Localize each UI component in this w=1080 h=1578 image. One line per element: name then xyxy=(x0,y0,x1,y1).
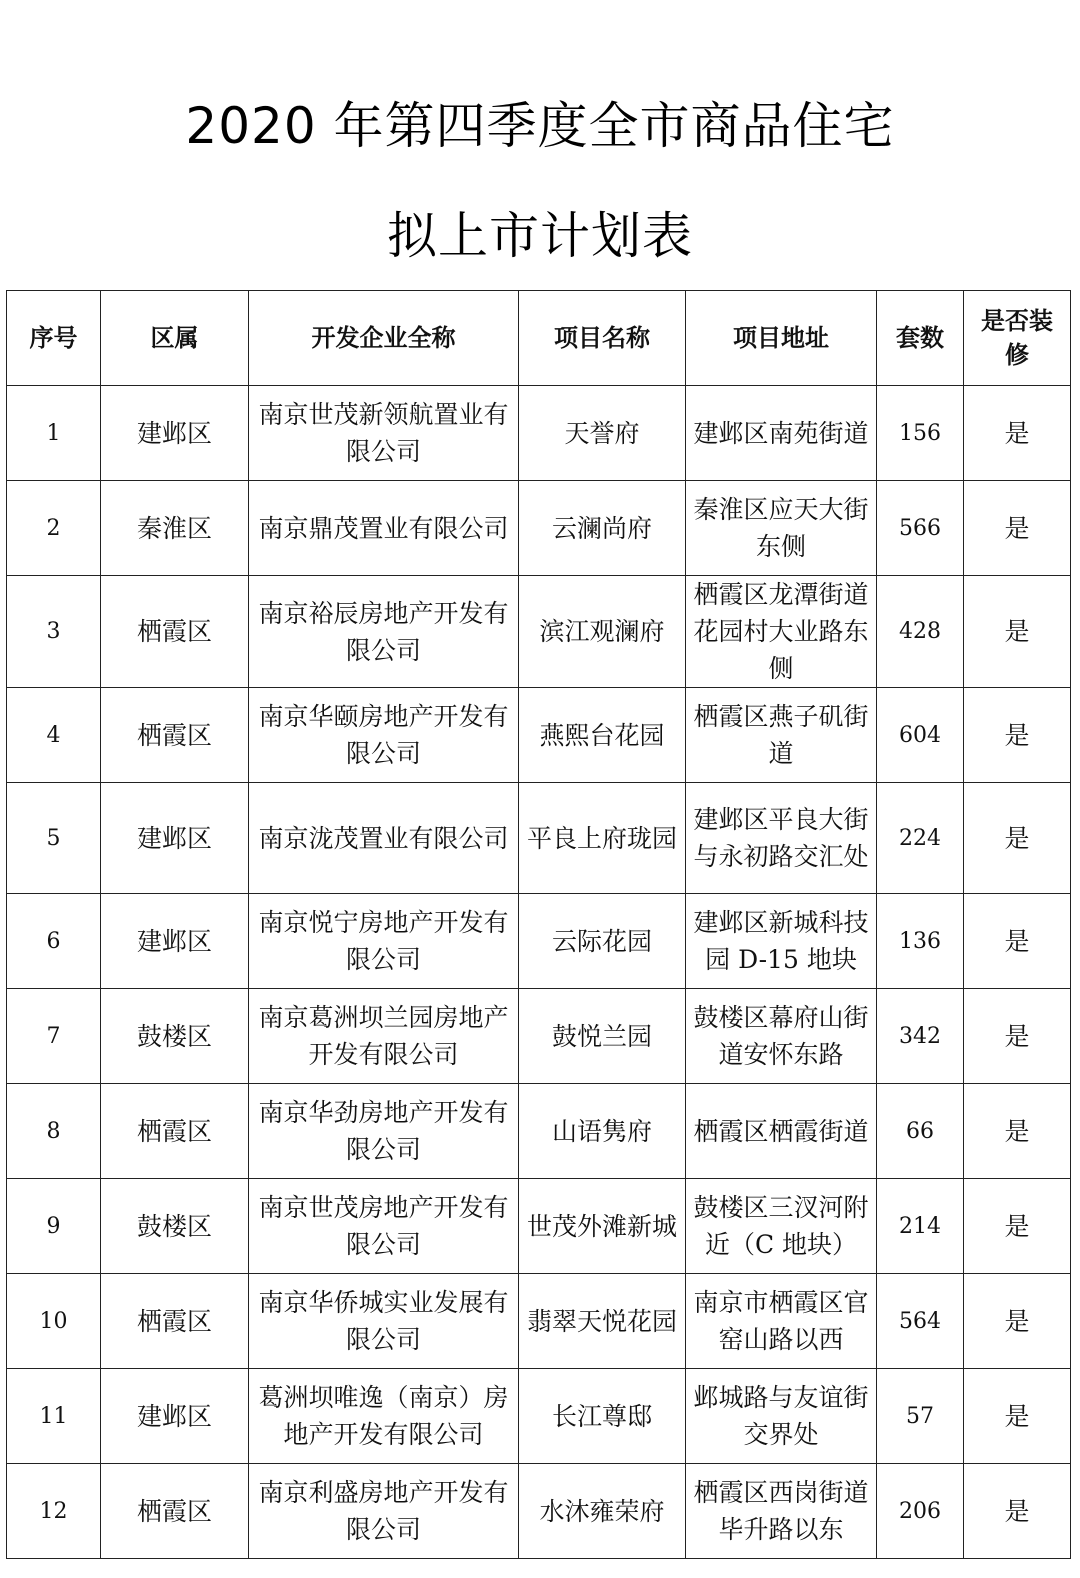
cell-project: 燕熙台花园 xyxy=(519,688,686,783)
cell-project: 翡翠天悦花园 xyxy=(519,1274,686,1369)
cell-district: 秦淮区 xyxy=(101,481,249,576)
cell-decorated: 是 xyxy=(964,481,1071,576)
table-row xyxy=(7,783,1071,894)
cell-district: 建邺区 xyxy=(101,783,249,894)
table-row xyxy=(7,989,1071,1084)
table-row xyxy=(7,386,1071,481)
cell-developer: 南京世茂新领航置业有限公司 xyxy=(249,386,519,481)
cell-project: 鼓悦兰园 xyxy=(519,989,686,1084)
cell-seq: 3 xyxy=(7,576,101,688)
cell-units: 604 xyxy=(877,688,964,783)
page-title: 2020 年第四季度全市商品住宅 xyxy=(185,97,895,155)
table-row xyxy=(7,576,1071,688)
header-project: 项目名称 xyxy=(519,291,686,386)
cell-developer: 南京泷茂置业有限公司 xyxy=(249,783,519,894)
table-row xyxy=(7,688,1071,783)
cell-address: 南京市栖霞区官窑山路以西 xyxy=(686,1274,877,1369)
cell-project: 云澜尚府 xyxy=(519,481,686,576)
cell-address: 栖霞区西岗街道毕升路以东 xyxy=(686,1464,877,1559)
cell-developer: 南京鼎茂置业有限公司 xyxy=(249,481,519,576)
cell-seq: 10 xyxy=(7,1274,101,1369)
cell-units: 224 xyxy=(877,783,964,894)
cell-district: 栖霞区 xyxy=(101,1084,249,1179)
cell-units: 566 xyxy=(877,481,964,576)
cell-district: 栖霞区 xyxy=(101,576,249,688)
header-units: 套数 xyxy=(877,291,964,386)
cell-seq: 7 xyxy=(7,989,101,1084)
cell-decorated: 是 xyxy=(964,989,1071,1084)
cell-decorated: 是 xyxy=(964,1084,1071,1179)
cell-units: 66 xyxy=(877,1084,964,1179)
cell-address: 秦淮区应天大街东侧 xyxy=(686,481,877,576)
cell-address: 栖霞区栖霞街道 xyxy=(686,1084,877,1179)
cell-district: 鼓楼区 xyxy=(101,1179,249,1274)
page-subtitle: 拟上市计划表 xyxy=(387,207,693,265)
cell-developer: 南京华劲房地产开发有限公司 xyxy=(249,1084,519,1179)
cell-address: 鼓楼区幕府山街道安怀东路 xyxy=(686,989,877,1084)
header-seq: 序号 xyxy=(7,291,101,386)
cell-units: 57 xyxy=(877,1369,964,1464)
cell-units: 214 xyxy=(877,1179,964,1274)
cell-seq: 1 xyxy=(7,386,101,481)
cell-decorated: 是 xyxy=(964,1464,1071,1559)
cell-developer: 南京华颐房地产开发有限公司 xyxy=(249,688,519,783)
cell-units: 428 xyxy=(877,576,964,688)
cell-seq: 2 xyxy=(7,481,101,576)
cell-developer: 南京葛洲坝兰园房地产开发有限公司 xyxy=(249,989,519,1084)
cell-units: 206 xyxy=(877,1464,964,1559)
header-address: 项目地址 xyxy=(686,291,877,386)
cell-project: 天誉府 xyxy=(519,386,686,481)
cell-seq: 8 xyxy=(7,1084,101,1179)
cell-seq: 9 xyxy=(7,1179,101,1274)
cell-project: 云际花园 xyxy=(519,894,686,989)
cell-seq: 4 xyxy=(7,688,101,783)
cell-developer: 南京华侨城实业发展有限公司 xyxy=(249,1274,519,1369)
header-decorated: 是否装修 xyxy=(964,291,1071,386)
cell-decorated: 是 xyxy=(964,386,1071,481)
cell-decorated: 是 xyxy=(964,783,1071,894)
cell-seq: 11 xyxy=(7,1369,101,1464)
cell-developer: 南京利盛房地产开发有限公司 xyxy=(249,1464,519,1559)
cell-project: 平良上府珑园 xyxy=(519,783,686,894)
table-row xyxy=(7,1274,1071,1369)
cell-district: 鼓楼区 xyxy=(101,989,249,1084)
table-row xyxy=(7,894,1071,989)
cell-decorated: 是 xyxy=(964,894,1071,989)
cell-address: 建邺区新城科技园 D-15 地块 xyxy=(686,894,877,989)
cell-project: 滨江观澜府 xyxy=(519,576,686,688)
cell-units: 564 xyxy=(877,1274,964,1369)
header-developer: 开发企业全称 xyxy=(249,291,519,386)
table-row xyxy=(7,1369,1071,1464)
cell-address: 鼓楼区三汊河附近（C 地块） xyxy=(686,1179,877,1274)
cell-decorated: 是 xyxy=(964,1179,1071,1274)
cell-district: 栖霞区 xyxy=(101,1464,249,1559)
table-row xyxy=(7,1179,1071,1274)
cell-decorated: 是 xyxy=(964,576,1071,688)
cell-district: 栖霞区 xyxy=(101,688,249,783)
cell-district: 栖霞区 xyxy=(101,1274,249,1369)
cell-project: 长江尊邸 xyxy=(519,1369,686,1464)
table-row xyxy=(7,481,1071,576)
cell-seq: 6 xyxy=(7,894,101,989)
table-header-row xyxy=(7,291,1071,386)
cell-decorated: 是 xyxy=(964,1369,1071,1464)
cell-address: 建邺区南苑街道 xyxy=(686,386,877,481)
cell-project: 山语隽府 xyxy=(519,1084,686,1179)
cell-units: 156 xyxy=(877,386,964,481)
cell-seq: 5 xyxy=(7,783,101,894)
cell-developer: 南京裕辰房地产开发有限公司 xyxy=(249,576,519,688)
cell-decorated: 是 xyxy=(964,688,1071,783)
cell-developer: 葛洲坝唯逸（南京）房地产开发有限公司 xyxy=(249,1369,519,1464)
cell-address: 建邺区平良大街与永初路交汇处 xyxy=(686,783,877,894)
table-row xyxy=(7,1464,1071,1559)
cell-developer: 南京悦宁房地产开发有限公司 xyxy=(249,894,519,989)
table-row xyxy=(7,1084,1071,1179)
cell-district: 建邺区 xyxy=(101,386,249,481)
cell-units: 342 xyxy=(877,989,964,1084)
cell-seq: 12 xyxy=(7,1464,101,1559)
cell-project: 水沐雍荣府 xyxy=(519,1464,686,1559)
header-district: 区属 xyxy=(101,291,249,386)
cell-project: 世茂外滩新城 xyxy=(519,1179,686,1274)
cell-address: 栖霞区龙潭街道花园村大业路东侧 xyxy=(686,576,877,688)
cell-decorated: 是 xyxy=(964,1274,1071,1369)
cell-district: 建邺区 xyxy=(101,1369,249,1464)
cell-address: 栖霞区燕子矶街道 xyxy=(686,688,877,783)
cell-address: 邺城路与友谊街交界处 xyxy=(686,1369,877,1464)
cell-developer: 南京世茂房地产开发有限公司 xyxy=(249,1179,519,1274)
housing-plan-table xyxy=(6,290,1071,1559)
cell-district: 建邺区 xyxy=(101,894,249,989)
cell-units: 136 xyxy=(877,894,964,989)
